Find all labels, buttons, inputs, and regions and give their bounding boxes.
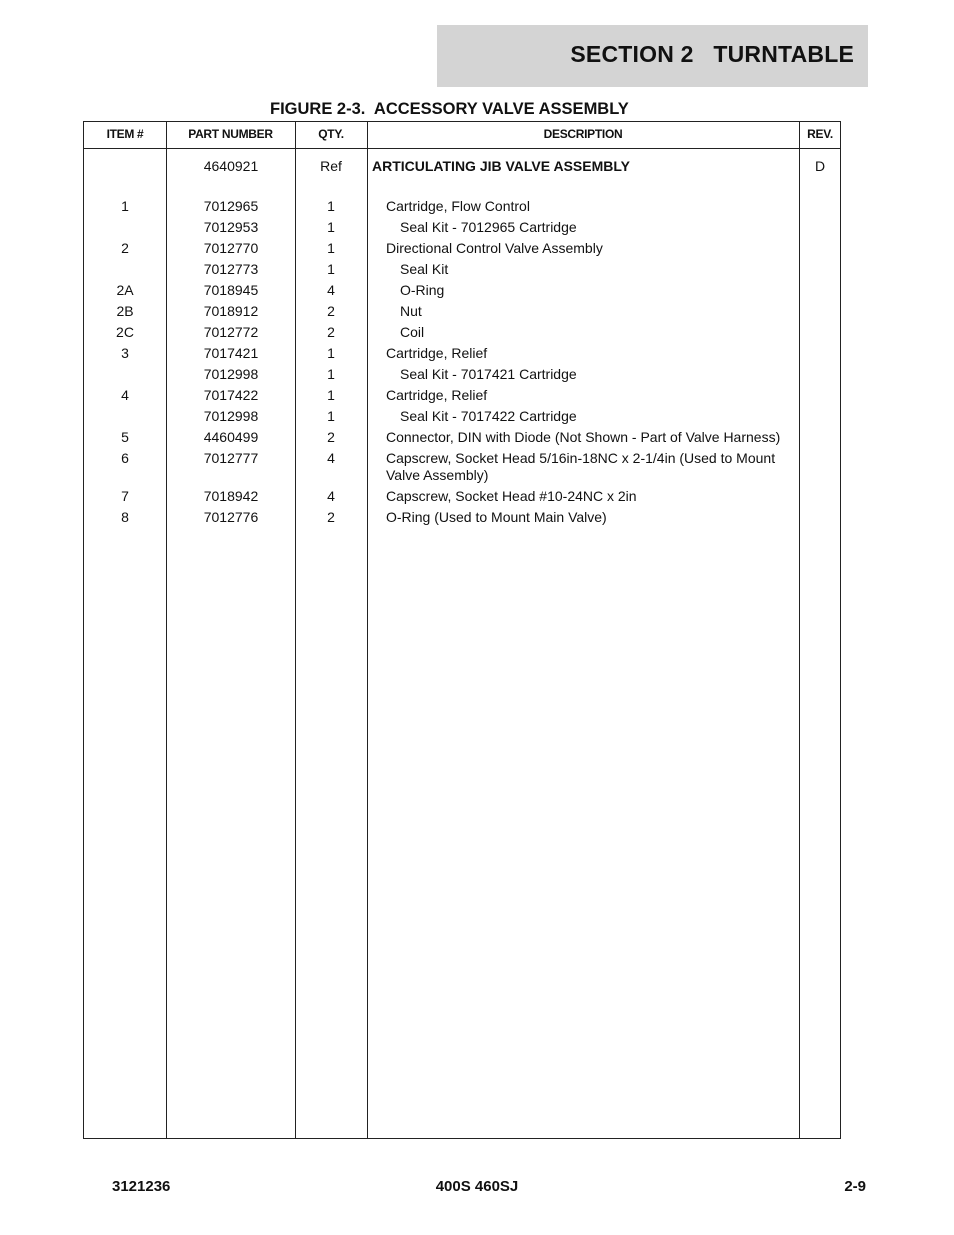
qty-cell: 4 [327, 450, 335, 466]
qty-cell: 2 [327, 429, 335, 445]
part-number-cell: 7018912 [203, 303, 259, 319]
qty-cell: 1 [327, 198, 335, 214]
column-header-item: ITEM # [106, 127, 144, 141]
table-row [84, 198, 840, 215]
description-cell: Seal Kit [400, 261, 449, 277]
item-cell: 3 [121, 345, 129, 361]
table-row [84, 303, 840, 320]
part-number-cell: 7012776 [203, 509, 259, 525]
rev-cell: D [814, 158, 826, 174]
qty-cell: 1 [327, 240, 335, 256]
item-cell: 2A [116, 282, 134, 298]
description-cell: Cartridge, Flow Control [386, 198, 530, 214]
qty-cell: 1 [327, 387, 335, 403]
part-number-cell: 7012953 [203, 219, 259, 235]
table-body [84, 149, 840, 526]
item-cell: 2B [116, 303, 134, 319]
section-banner [437, 25, 868, 87]
qty-cell: 4 [327, 488, 335, 504]
column-header-rev: REV. [807, 127, 833, 141]
table-row [84, 366, 840, 383]
item-cell: 7 [121, 488, 129, 504]
description-cell: Seal Kit - 7017421 Cartridge [400, 366, 577, 382]
table-row [84, 240, 840, 257]
item-cell: 4 [121, 387, 129, 403]
table-row [84, 261, 840, 278]
part-number-cell: 7012965 [203, 198, 259, 214]
table-row [84, 345, 840, 362]
table-row [84, 509, 840, 526]
description-cell: Directional Control Valve Assembly [386, 240, 603, 256]
description-cell: Cartridge, Relief [386, 345, 488, 361]
table-row [84, 324, 840, 341]
description-cell: Nut [400, 303, 422, 319]
qty-cell: 1 [327, 408, 335, 424]
part-number-cell: 7018945 [203, 282, 259, 298]
description-cell: Cartridge, Relief [386, 387, 488, 403]
table-row [84, 488, 840, 505]
footer-document-number: 3121236 [112, 1178, 171, 1195]
footer-page-number: 2-9 [844, 1178, 866, 1195]
qty-cell: Ref [320, 158, 342, 174]
description-cell: Seal Kit - 7017422 Cartridge [400, 408, 577, 424]
qty-cell: 1 [327, 261, 335, 277]
footer-model: 400S 460SJ [435, 1178, 519, 1195]
qty-cell: 2 [327, 509, 335, 525]
item-cell: 8 [121, 509, 129, 525]
description-cell: O-Ring (Used to Mount Main Valve) [386, 509, 607, 525]
qty-cell: 2 [327, 303, 335, 319]
description-cell: Coil [400, 324, 425, 340]
item-cell: 6 [121, 450, 129, 466]
qty-cell: 4 [327, 282, 335, 298]
part-number-cell: 7017421 [203, 345, 259, 361]
item-cell: 2C [116, 324, 134, 340]
table-row [84, 408, 840, 425]
item-cell: 1 [121, 198, 129, 214]
figure-title: FIGURE 2-3. ACCESSORY VALVE ASSEMBLY [270, 100, 629, 118]
qty-cell: 2 [327, 324, 335, 340]
column-header-description: DESCRIPTION [543, 127, 623, 141]
description-cell: Capscrew, Socket Head #10-24NC x 2in [386, 488, 637, 504]
qty-cell: 1 [327, 219, 335, 235]
part-number-cell: 7017422 [203, 387, 259, 403]
part-number-cell: 4460499 [203, 429, 259, 445]
table-row [84, 429, 840, 446]
description-cell: Connector, DIN with Diode (Not Shown - Part of Valve Harness) [386, 429, 781, 445]
part-number-cell: 7012772 [203, 324, 259, 340]
table-row [84, 387, 840, 404]
table-row [84, 282, 840, 299]
parts-table [83, 121, 841, 1139]
description-cell: O-Ring [400, 282, 445, 298]
part-number-cell: 4640921 [203, 158, 259, 174]
description-cell: Seal Kit - 7012965 Cartridge [400, 219, 577, 235]
column-header-qty: QTY. [318, 127, 344, 141]
description-cell: Capscrew, Socket Head 5/16in-18NC x 2-1/4in (Used to Mount Valve Assembly) [386, 450, 776, 483]
part-number-cell: 7018942 [203, 488, 259, 504]
table-row [84, 158, 840, 175]
section-title: SECTION 2 TURNTABLE [570, 41, 854, 67]
table-row [84, 450, 840, 484]
qty-cell: 1 [327, 345, 335, 361]
part-number-cell: 7012777 [203, 450, 259, 466]
part-number-cell: 7012998 [203, 408, 259, 424]
qty-cell: 1 [327, 366, 335, 382]
part-number-cell: 7012998 [203, 366, 259, 382]
table-row [84, 219, 840, 236]
item-cell: 2 [121, 240, 129, 256]
column-header-part-number: PART NUMBER [188, 127, 273, 141]
part-number-cell: 7012773 [203, 261, 259, 277]
description-cell: ARTICULATING JIB VALVE ASSEMBLY [372, 158, 630, 174]
item-cell: 5 [121, 429, 129, 445]
part-number-cell: 7012770 [203, 240, 259, 256]
